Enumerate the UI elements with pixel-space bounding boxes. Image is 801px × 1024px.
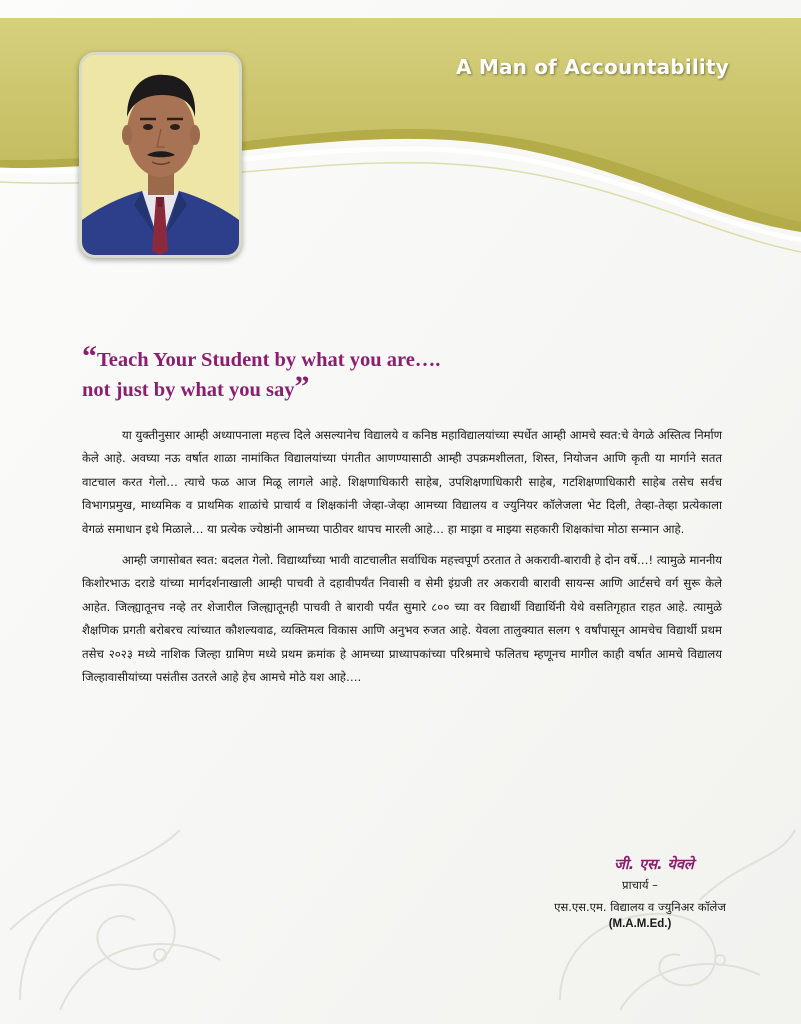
- header-title: A Man of Accountability: [456, 55, 729, 79]
- letter-body: [82, 424, 722, 697]
- quote-text-1: Teach Your Student by what you are….: [97, 349, 441, 371]
- quote-block: [82, 340, 682, 405]
- portrait-photo: [79, 52, 242, 258]
- signatory-designation: प्राचार्य –: [622, 878, 658, 892]
- signatory-degree: (M.A.M.Ed.): [608, 918, 672, 930]
- open-quote-mark: “: [82, 340, 97, 373]
- body-paragraph-1: या युक्तीनुसार आम्ही अध्यापनाला महत्त्व दिले असल्यानेच विद्यालये व कनिष्ठ महाविद्यालयांच्या स्पर्धेत आम्ही आमचे स्वत:चे वेगळे अस्तित्व निर्माण केले आहे. अवघ्या नऊ वर्षात शाळा नामांकित विद्यालयांच्या पंगतीत आणण्यासाठी आम्ही उपक्रमशीलता, शिस्त, नियोजन आणि कृती या मार्गाने सतत वाटचाल करत गेलो… त्याचे फळ आज मिळू लागले आहे. शिक्षणाधिकारी साहेब, उपशिक्षणाधिकारी साहेब, गटशिक्षणाधिकारी साहेब तसेच सर्वच विभागप्रमुख, माध्यमिक व प्राथमिक शाळांचे प्राचार्य व शिक्षकांनी जेव्हा-जेव्हा आमच्या विद्यालय व ज्युनियर कॉलेजला भेट दिली, तेव्हा-तेव्हा प्रत्येकाला वेगळं समाधान इथे मिळाले… या प्रत्येक ज्येष्ठांनी आमच्या पाठीवर थापच मारली आहे… हा माझा व माझ्या सहकारी शिक्षकांचा मोठा सन्मान आहे.: [82, 428, 722, 536]
- body-paragraph-2: आम्ही जगासोबत स्वत: बदलत गेलो. विद्यार्थ्यांच्या भावी वाटचालीत सर्वाधिक महत्त्वपूर्ण ठरतात ते अकरावी-बारावी हे दोन वर्षे…! त्यामुळे माननीय किशोरभाऊ दराडे यांच्या मार्गदर्शनाखाली आम्ही पाचवी ते दहावीपर्यंत निवासी व सेमी इंग्रजी तर अकरावी बारावी सायन्स आणि आर्टसचे वर्ग सुरू केले आहेत. जिल्ह्यातूनच नव्हे तर शेजारील जिल्ह्यातूनही पाचवी ते बारावी पर्यंत सुमारे ८०० च्या वर विद्यार्थी विद्यार्थिनी येथे वसतिगृहात राहत आहे. त्यामुळे शैक्षणिक प्रगती बरोबरच त्यांच्यात कौशल्यवाढ, व्यक्तिमत्व विकास आणि अनुभव रुजत आहे. येवला तालुक्यात सलग ९ वर्षांपासून आमचेच विद्यार्थी प्रथम तसेच २०२३ मध्ये नाशिक जिल्हा ग्रामिण मध्ये प्रथम क्रमांक हे आमच्या प्राध्यापकांच्या परिश्रमाचे फलितच म्हणूनच मागील काही वर्षात आमचे विद्यालय जिल्हावासीयांच्या पसंतीस उतरले आहे हेच आमचे मोठे यश आहे….: [82, 553, 722, 685]
- portrait-image: [82, 55, 239, 255]
- quote-text-2: not just by what you say: [82, 379, 295, 401]
- signatory-name: जी. एस. येवले: [614, 857, 694, 873]
- close-quote-mark: ”: [294, 370, 310, 403]
- signatory-institution: एस.एस.एम. विद्यालय व ज्युनिअर कॉलेज: [554, 900, 726, 914]
- quote-line-2: [82, 370, 682, 405]
- quote-line-1: [82, 340, 682, 375]
- signature-block: [520, 854, 760, 930]
